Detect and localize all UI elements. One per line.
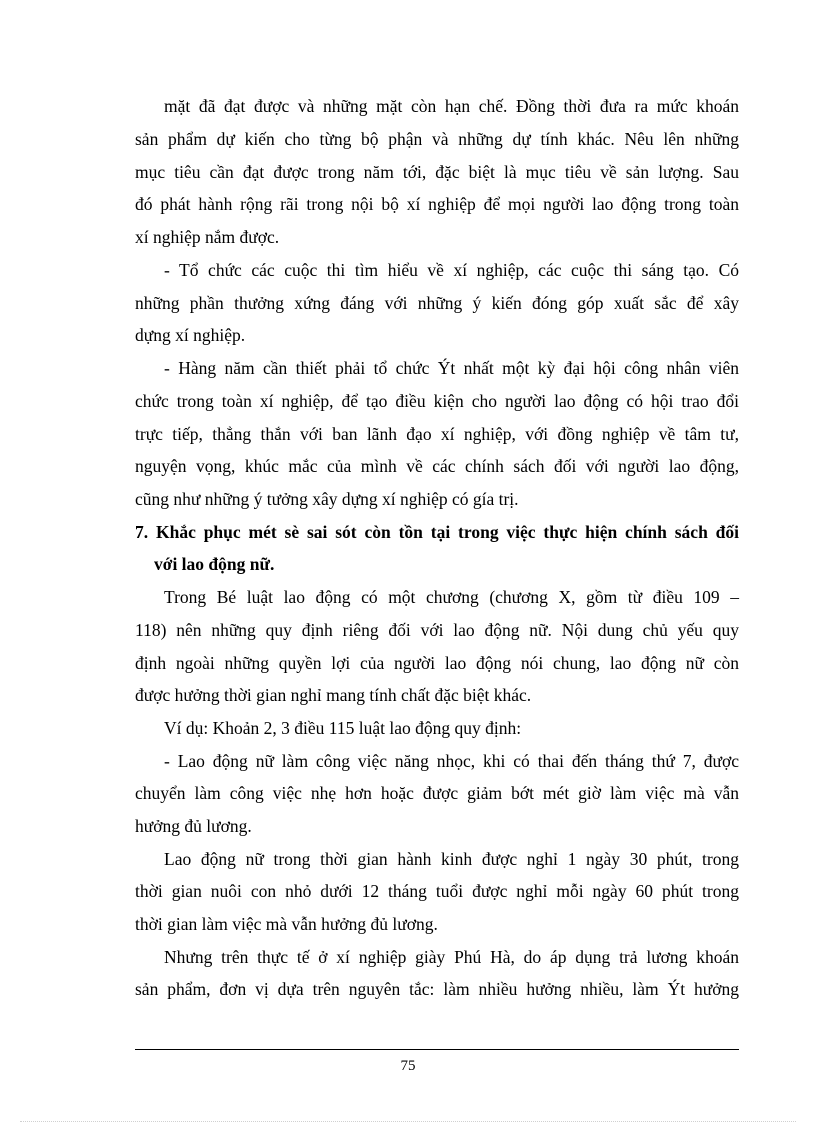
paragraph-line: trực tiếp, thẳng thắn với ban lãnh đạo xí nghiệp, với đồng nghiệp về tâm tư, (135, 424, 739, 444)
section-heading-line: 7. Khắc phục mét sè sai sót còn tồn tại trong việc thực hiện chính sách đối (135, 522, 739, 542)
paragraph-line: xí nghiệp nắm được. (135, 227, 280, 247)
paragraph-line: thời gian làm việc mà vẫn hưởng đủ lương. (135, 914, 438, 934)
page-number: 75 (400, 1058, 416, 1074)
paragraph-line: Trong Bé luật lao động có một chương (chương X, gồm từ điều 109 – (164, 587, 739, 607)
paragraph-line: sản phẩm dự kiến cho từng bộ phận và những dự tính khác. Nêu lên những (135, 129, 739, 149)
paragraph-line: cũng như những ý tưởng xây dựng xí nghiệp có gía trị. (135, 489, 519, 509)
section-heading-line: với lao động nữ. (154, 554, 275, 574)
paragraph-line: dựng xí nghiệp. (135, 325, 246, 345)
paragraph-line: Lao động nữ trong thời gian hành kinh được nghỉ 1 ngày 30 phút, trong (164, 849, 739, 869)
paragraph-line: mục tiêu cần đạt được trong năm tới, đặc biệt là mục tiêu về sản lượng. Sau (135, 162, 739, 182)
paragraph-line: đó phát hành rộng rãi trong nội bộ xí nghiệp để mọi người lao động trong toàn (135, 194, 739, 214)
paragraph-line: - Hàng năm cần thiết phải tổ chức Ýt nhất một kỳ đại hội công nhân viên (164, 358, 739, 378)
paragraph-line: chức trong toàn xí nghiệp, để tạo điều kiện cho người lao động có hội trao đổi (135, 391, 739, 411)
paragraph-line: chuyển làm công việc nhẹ hơn hoặc được giảm bớt mét giờ làm việc mà vẫn (135, 783, 739, 803)
paragraph-line: Nhưng trên thực tế ở xí nghiệp giày Phú Hà, do áp dụng trả lương khoán (164, 947, 739, 967)
page-edge-divider (20, 1121, 796, 1122)
paragraph-line: - Tổ chức các cuộc thi tìm hiểu về xí nghiệp, các cuộc thi sáng tạo. Có (164, 260, 739, 280)
paragraph-line: những phần thưởng xứng đáng với những ý kiến đóng góp xuất sắc để xây (135, 293, 739, 313)
paragraph-line: được hưởng thời gian nghỉ mang tính chất đặc biệt khác. (135, 685, 532, 705)
paragraph-line: 118) nên những quy định riêng đối với lao động nữ. Nội dung chủ yếu quy (135, 620, 739, 640)
paragraph-line: Ví dụ: Khoản 2, 3 điều 115 luật lao động quy định: (164, 718, 522, 738)
paragraph-line: thời gian nuôi con nhỏ dưới 12 tháng tuổi được nghỉ mỗi ngày 60 phút trong (135, 881, 739, 901)
footer-divider (135, 1049, 739, 1050)
paragraph-line: nguyện vọng, khúc mắc của mình về các chính sách đối với người lao động, (135, 456, 739, 476)
paragraph-line: mặt đã đạt được và những mặt còn hạn chế. Đồng thời đưa ra mức khoán (164, 96, 739, 116)
paragraph-line: sản phẩm, đơn vị dựa trên nguyên tắc: làm nhiều hưởng nhiều, làm Ýt hưởng (135, 979, 739, 999)
paragraph-line: định ngoài những quyền lợi của người lao động nói chung, lao động nữ còn (135, 653, 739, 673)
paragraph-line: hưởng đủ lương. (135, 816, 252, 836)
paragraph-line: - Lao động nữ làm công việc năng nhọc, khi có thai đến tháng thứ 7, được (164, 751, 739, 771)
